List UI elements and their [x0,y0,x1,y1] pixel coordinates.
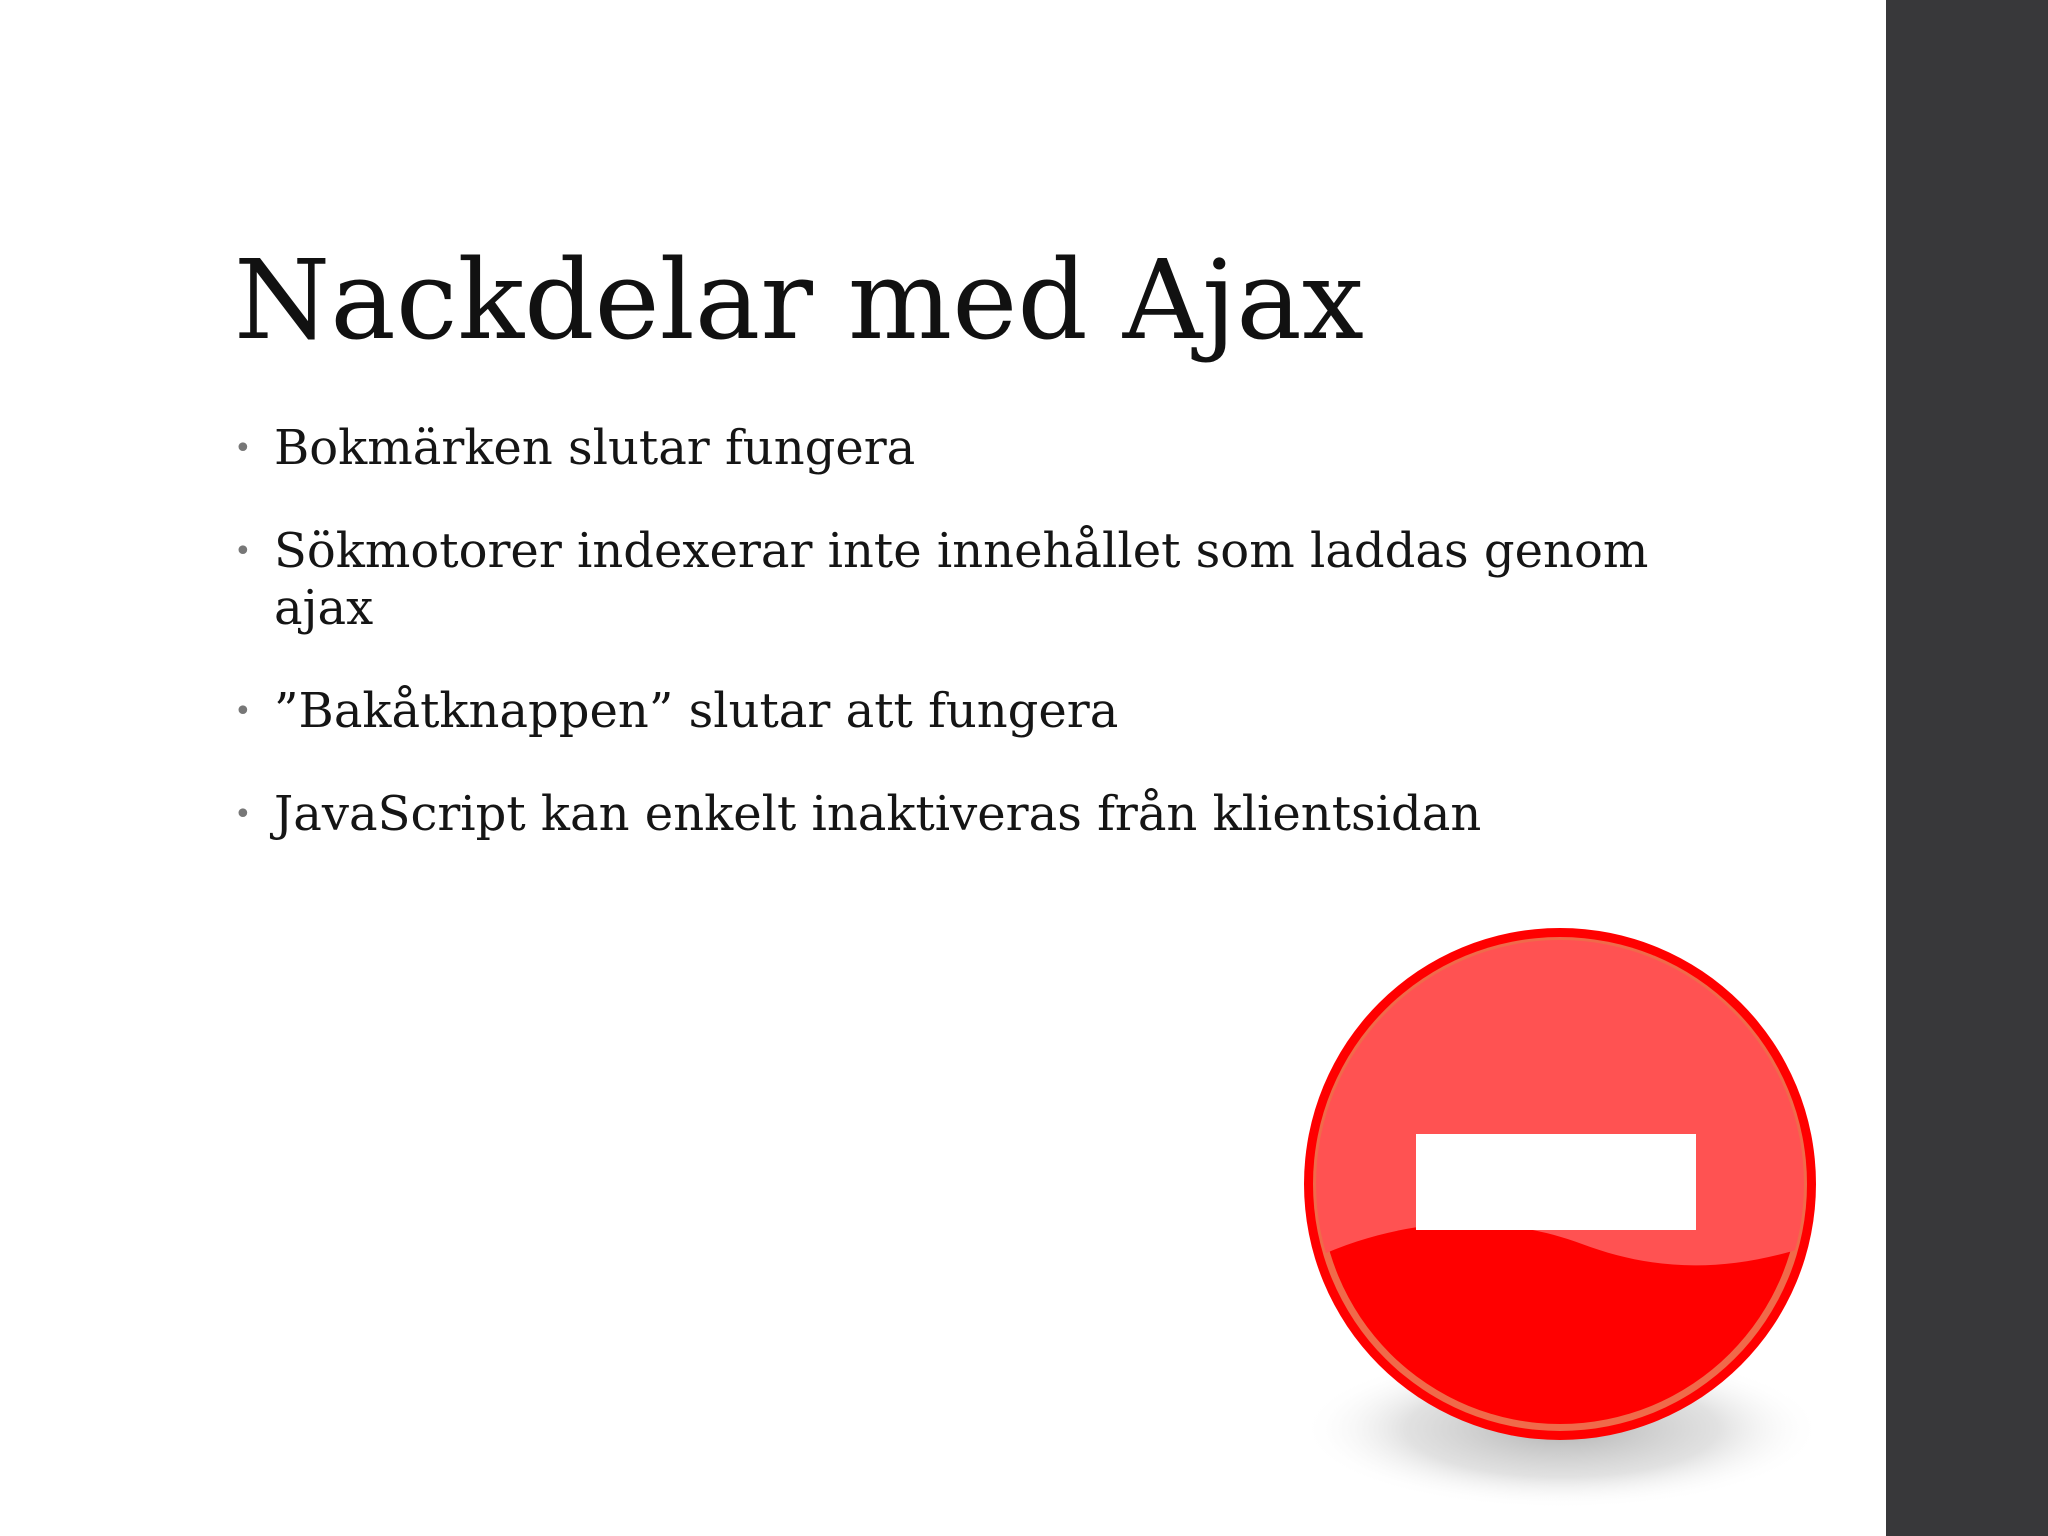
bullet-item [234,786,1674,843]
bullet-text: JavaScript kan enkelt inaktiveras från klientsidan [274,786,1482,842]
bullet-text: ”Bakåtknappen” slutar att fungera [274,683,1119,739]
bullet-item [234,683,1674,740]
bullet-dot-icon: • [234,431,252,466]
bullet-text: Bokmärken slutar fungera [274,420,916,476]
bullet-dot-icon: • [234,694,252,729]
bullet-item [234,420,1674,477]
sign-bar [1416,1134,1696,1230]
bullet-dot-icon: • [234,797,252,832]
slide-title: Nackdelar med Ajax [234,236,1364,364]
bullet-list [234,420,1674,889]
bullet-item [234,523,1674,637]
no-entry-icon [1282,914,1842,1514]
bullet-text: Sökmotorer indexerar inte innehållet som laddas genom ajax [274,523,1649,636]
side-bar [1886,0,2048,1536]
bullet-dot-icon: • [234,534,252,569]
